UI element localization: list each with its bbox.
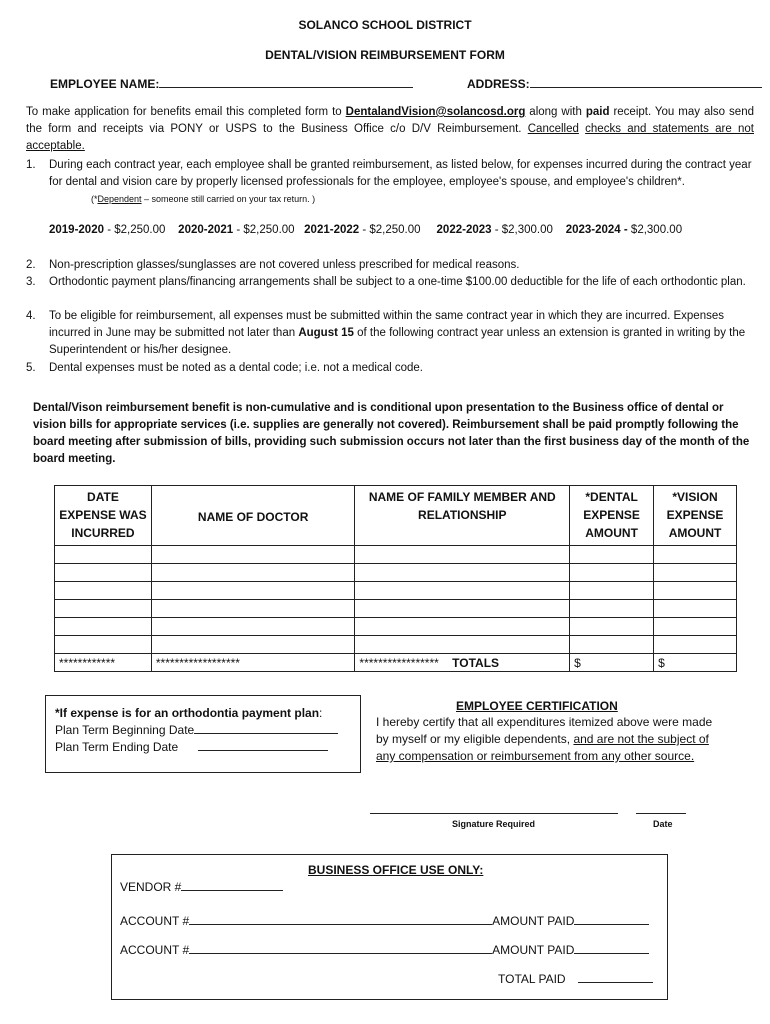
table-cell[interactable] xyxy=(355,546,570,564)
header-family-member: NAME OF FAMILY MEMBER AND RELATIONSHIP xyxy=(355,486,570,546)
vendor-field[interactable] xyxy=(181,890,283,891)
amount-paid-field[interactable] xyxy=(574,924,649,925)
account-label: ACCOUNT # xyxy=(120,914,190,928)
total-paid-row xyxy=(498,971,653,987)
orthodontia-box xyxy=(45,695,361,773)
table-cell[interactable] xyxy=(654,618,737,636)
date-line[interactable] xyxy=(636,813,686,814)
year-label: 2019-2020 xyxy=(49,224,104,236)
table-cell[interactable] xyxy=(570,582,654,600)
table-cell[interactable] xyxy=(55,600,152,618)
account-row-1 xyxy=(120,913,649,929)
dependent-word: Dependent xyxy=(97,194,142,204)
table-cell[interactable] xyxy=(151,564,355,582)
deadline-date: August 15 xyxy=(298,327,354,339)
year-label: 2023-2024 - xyxy=(565,224,628,236)
address-field[interactable] xyxy=(530,87,762,88)
total-paid-field[interactable] xyxy=(578,982,653,983)
rule-5-number: 5. xyxy=(26,362,36,374)
rule-2-number: 2. xyxy=(26,259,36,271)
rule-4-number: 4. xyxy=(26,310,36,322)
paid-word: paid xyxy=(585,106,610,118)
year-amount: - $2,300.00 xyxy=(491,224,553,236)
plan-end-label: Plan Term Ending Date xyxy=(55,740,179,754)
year-label: 2022-2023 xyxy=(436,224,492,236)
rule-4-text: To be eligible for reimbursement, all expenses must be submitted within the same contract year in which they are incurred. Expenses incurred in June may be submitted not later than xyxy=(49,310,724,339)
intro-text: receipt. You may also send the form and receipts via PONY or USPS to the Business Office c/o D/V Reimbursement. xyxy=(26,106,754,135)
header-doctor: NAME OF DOCTOR xyxy=(151,486,355,546)
signature-label: Signature Required xyxy=(452,819,536,829)
account-row-2 xyxy=(120,942,649,958)
total-paid-label: TOTAL PAID xyxy=(498,972,566,986)
table-cell[interactable] xyxy=(55,582,152,600)
rule-3-number: 3. xyxy=(26,276,36,288)
totals-row xyxy=(55,654,737,672)
table-cell[interactable] xyxy=(570,600,654,618)
address-row xyxy=(467,76,762,92)
rule-4-text: of the following contract year unless an extension is granted in writing by the Superintendent or his/her designee. xyxy=(49,327,746,356)
vendor-row xyxy=(120,879,283,895)
address-label: ADDRESS: xyxy=(467,77,530,91)
totals-cell xyxy=(355,654,570,672)
plan-begin-field[interactable] xyxy=(194,733,338,734)
rule-3-text: Orthodontic payment plans/financing arrangements shall be subject to a one-time $100.00 deductible for the life of each orthodontic plan. xyxy=(49,276,746,288)
certification-text-b: and are not the subject of any compensation or reimbursement from any other source. xyxy=(376,732,709,763)
business-office-box xyxy=(111,854,668,1000)
year-item xyxy=(49,224,165,236)
stars-text: ***************** xyxy=(359,655,439,670)
year-item xyxy=(304,224,420,236)
table-header-row xyxy=(55,486,737,546)
amount-paid-label: AMOUNT PAID xyxy=(492,914,575,928)
intro-text: along with xyxy=(525,106,586,118)
employee-name-label: EMPLOYEE NAME: xyxy=(50,77,160,91)
checks-text: checks and statements are not acceptable. xyxy=(26,123,754,152)
table-cell[interactable] xyxy=(151,636,355,654)
table-cell[interactable] xyxy=(654,636,737,654)
year-label: 2021-2022 xyxy=(304,224,360,236)
certification-title: EMPLOYEE CERTIFICATION xyxy=(456,699,618,713)
table-cell[interactable] xyxy=(355,618,570,636)
rule-1-text: During each contract year, each employee shall be granted reimbursement, as listed below, for expenses incurred during the contract year for dental and vision care by properly licensed professionals for the employee, employee's spouse, and employee's children*. xyxy=(49,159,752,188)
form-title: DENTAL/VISION REIMBURSEMENT FORM xyxy=(265,48,505,62)
dependent-note xyxy=(91,194,315,204)
rule-4 xyxy=(49,308,757,359)
table-cell[interactable] xyxy=(55,618,152,636)
employee-name-field[interactable] xyxy=(159,87,413,88)
year-item xyxy=(178,224,294,236)
table-cell[interactable] xyxy=(355,564,570,582)
year-amount: - $2,250.00 xyxy=(104,224,166,236)
year-label: 2020-2021 xyxy=(178,224,234,236)
table-cell[interactable] xyxy=(570,564,654,582)
plan-begin-row xyxy=(55,722,338,738)
table-cell[interactable] xyxy=(151,582,355,600)
table-row xyxy=(55,546,737,564)
table-cell[interactable] xyxy=(355,636,570,654)
ortho-colon: : xyxy=(319,706,323,720)
ortho-title: *If expense is for an orthodontia payment plan xyxy=(55,706,320,720)
table-cell[interactable] xyxy=(654,564,737,582)
years-row xyxy=(49,222,769,239)
plan-end-field[interactable] xyxy=(198,750,328,751)
table-cell[interactable] xyxy=(355,582,570,600)
certification-text xyxy=(376,714,721,765)
year-amount: - $2,250.00 xyxy=(359,224,421,236)
account-field[interactable] xyxy=(189,924,492,925)
year-amount: - $2,250.00 xyxy=(233,224,295,236)
totals-label: TOTALS xyxy=(452,655,500,670)
vendor-label: VENDOR # xyxy=(120,880,182,894)
rule-2-text: Non-prescription glasses/sunglasses are not covered unless prescribed for medical reasons. xyxy=(49,259,520,271)
table-cell[interactable] xyxy=(654,582,737,600)
note-prefix: (* xyxy=(91,194,98,204)
table-cell[interactable] xyxy=(570,636,654,654)
business-office-title: BUSINESS OFFICE USE ONLY: xyxy=(308,863,484,877)
signature-line[interactable] xyxy=(370,813,618,814)
table-cell[interactable] xyxy=(355,600,570,618)
table-row xyxy=(55,600,737,618)
table-row xyxy=(55,636,737,654)
rule-1 xyxy=(49,157,757,208)
table-row xyxy=(55,564,737,582)
amount-paid-field[interactable] xyxy=(574,953,649,954)
table-cell[interactable] xyxy=(55,636,152,654)
intro-paragraph xyxy=(26,104,754,155)
account-field[interactable] xyxy=(189,953,492,954)
header-date: DATE EXPENSE WAS INCURRED xyxy=(55,486,152,546)
benefit-notice: Dental/Vison reimbursement benefit is non-cumulative and is conditional upon presentation to the Business office of dental or vision bills for appropriate services (i.e. supplies are generally not covered). Reimbursement shall be paid promptly following the board meeting after submission of bills, providing such submission occurs not later than the first business day of the month of the board meeting. xyxy=(33,402,750,465)
date-label: Date xyxy=(653,819,673,829)
table-cell[interactable] xyxy=(55,546,152,564)
expense-table xyxy=(54,485,737,672)
header-vision: *VISION EXPENSE AMOUNT xyxy=(654,486,737,546)
stars-cell: ****************** xyxy=(151,654,355,672)
district-title: SOLANCO SCHOOL DISTRICT xyxy=(298,18,472,32)
plan-end-row xyxy=(55,739,328,755)
intro-text: To make application for benefits email this completed form to xyxy=(26,106,346,118)
table-cell[interactable] xyxy=(654,600,737,618)
year-amount: $2,300.00 xyxy=(627,224,683,236)
cancelled-word: Cancelled xyxy=(527,123,579,135)
stars-cell: ************ xyxy=(55,654,152,672)
rule-5-text: Dental expenses must be noted as a dental code; i.e. not a medical code. xyxy=(49,362,423,374)
table-cell[interactable] xyxy=(654,546,737,564)
note-rest: – someone still carried on your tax return. ) xyxy=(141,194,316,204)
dental-total-cell[interactable]: $ xyxy=(570,654,654,672)
plan-begin-label: Plan Term Beginning Date xyxy=(55,723,195,737)
certification-text-a: I hereby certify that all expenditures itemized above were made by myself or my eligible dependents, xyxy=(376,715,713,746)
vision-total-cell[interactable]: $ xyxy=(654,654,737,672)
amount-paid-label: AMOUNT PAID xyxy=(492,943,575,957)
table-cell[interactable] xyxy=(151,546,355,564)
table-cell[interactable] xyxy=(55,564,152,582)
table-row xyxy=(55,582,737,600)
header-dental: *DENTAL EXPENSE AMOUNT xyxy=(570,486,654,546)
ortho-title-row xyxy=(55,705,322,721)
account-label: ACCOUNT # xyxy=(120,943,190,957)
employee-name-row xyxy=(50,76,413,92)
email-link[interactable]: DentalandVision@solancosd.org xyxy=(345,106,526,118)
table-row xyxy=(55,618,737,636)
table-cell[interactable] xyxy=(151,618,355,636)
rule-1-number: 1. xyxy=(26,159,36,171)
table-cell[interactable] xyxy=(570,618,654,636)
year-item xyxy=(437,224,553,236)
year-item xyxy=(566,224,682,236)
table-cell[interactable] xyxy=(570,546,654,564)
table-cell[interactable] xyxy=(151,600,355,618)
